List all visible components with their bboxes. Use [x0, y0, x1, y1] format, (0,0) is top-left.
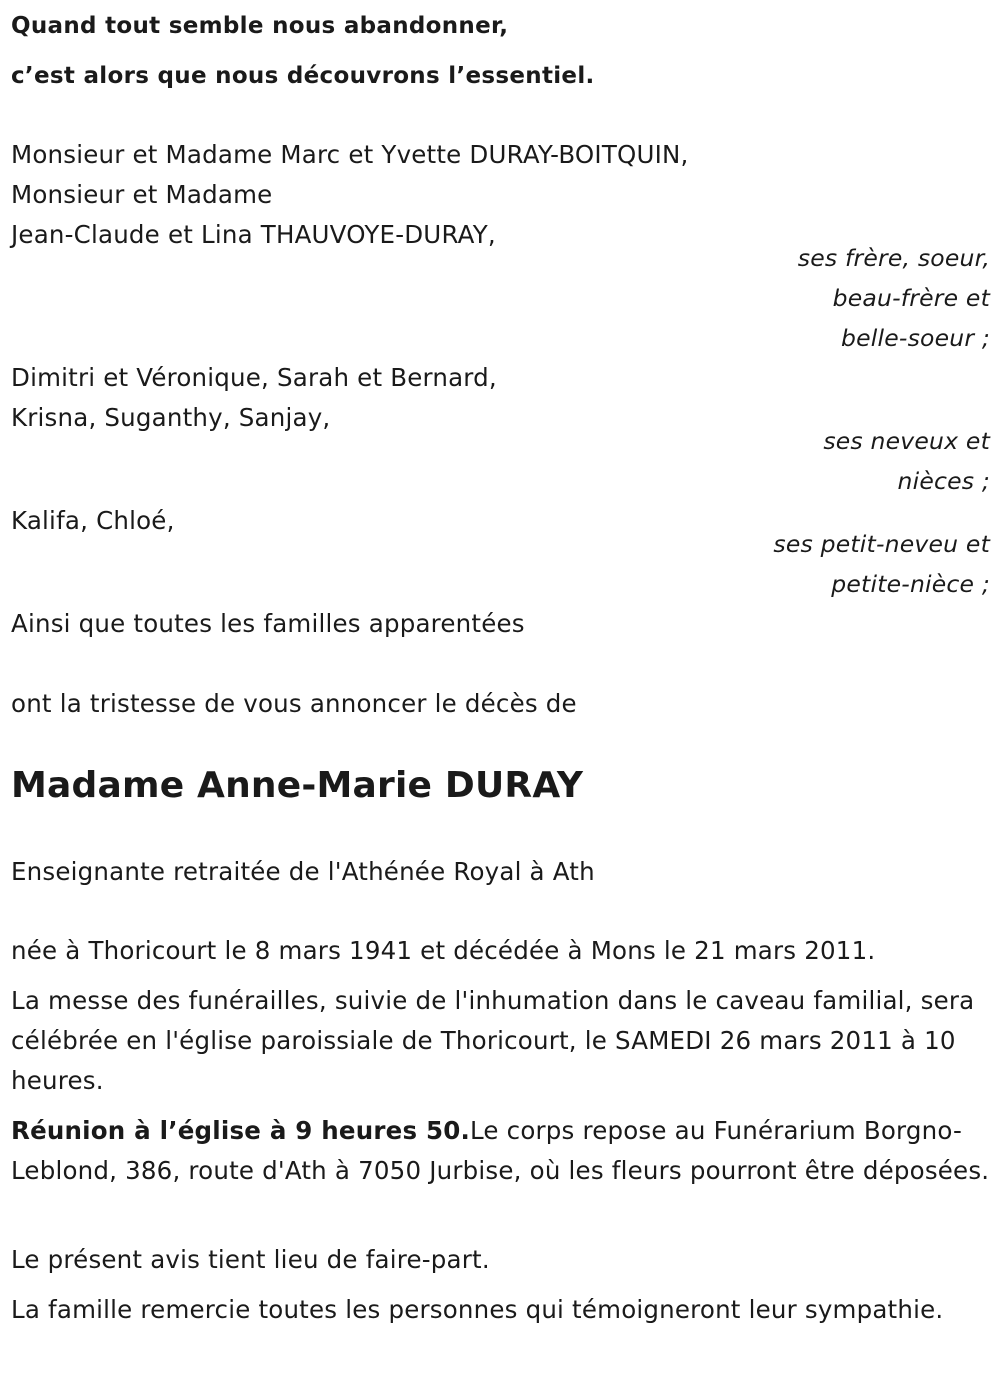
other-families: Ainsi que toutes les familles apparentées	[11, 609, 525, 638]
body-location: Le corps repose au Funérarium Borgno-Leblond, 386, route d'Ath à 7050 Jurbise, où les fleurs pourront être déposées.	[11, 1116, 990, 1185]
grandnephews-relation-1: ses petit-neveu et	[773, 530, 990, 558]
grandnephews-relation-2: petite-nièce ;	[831, 570, 990, 598]
thanks-paragraph: La famille remercie toutes les personnes qui témoigneront leur sympathie.	[11, 1295, 944, 1324]
nephews-relation-2: nièces ;	[897, 467, 990, 495]
siblings-relation-3: belle-soeur ;	[841, 324, 990, 352]
motto-line-1: Quand tout semble nous abandonner,	[11, 13, 509, 39]
funeral-mass-paragraph: La messe des funérailles, suivie de l'inhumation dans le caveau familial, sera célébrée en l'église paroissiale de Thoricourt, le SAMEDI 26 mars 2011 à 10 heures.	[11, 986, 975, 1095]
siblings-relation-1: ses frère, soeur,	[797, 244, 990, 272]
deceased-name: Madame Anne-Marie DURAY	[11, 765, 584, 806]
announcement: ont la tristesse de vous annoncer le décès de	[11, 689, 577, 718]
notice-line: Le présent avis tient lieu de faire-part.	[11, 1245, 490, 1274]
siblings-relation-2: beau-frère et	[832, 284, 990, 312]
nephews-line-2: Krisna, Suganthy, Sanjay,	[11, 403, 331, 432]
siblings-line-1: Monsieur et Madame Marc et Yvette DURAY-BOITQUIN,	[11, 140, 689, 169]
birth-death-dates: née à Thoricourt le 8 mars 1941 et décédée à Mons le 21 mars 2011.	[11, 936, 876, 965]
meeting-time: Réunion à l’église à 9 heures 50.	[11, 1116, 470, 1145]
siblings-line-2: Monsieur et Madame	[11, 180, 273, 209]
nephews-relation-1: ses neveux et	[823, 427, 990, 455]
nephews-line-1: Dimitri et Véronique, Sarah et Bernard,	[11, 363, 497, 392]
siblings-line-3: Jean-Claude et Lina THAUVOYE-DURAY,	[11, 220, 496, 249]
motto-line-2: c’est alors que nous découvrons l’essentiel.	[11, 63, 595, 89]
grandnephews-line-1: Kalifa, Chloé,	[11, 506, 175, 535]
meeting-paragraph	[11, 1111, 991, 1191]
deceased-profession: Enseignante retraitée de l'Athénée Royal à Ath	[11, 857, 595, 886]
